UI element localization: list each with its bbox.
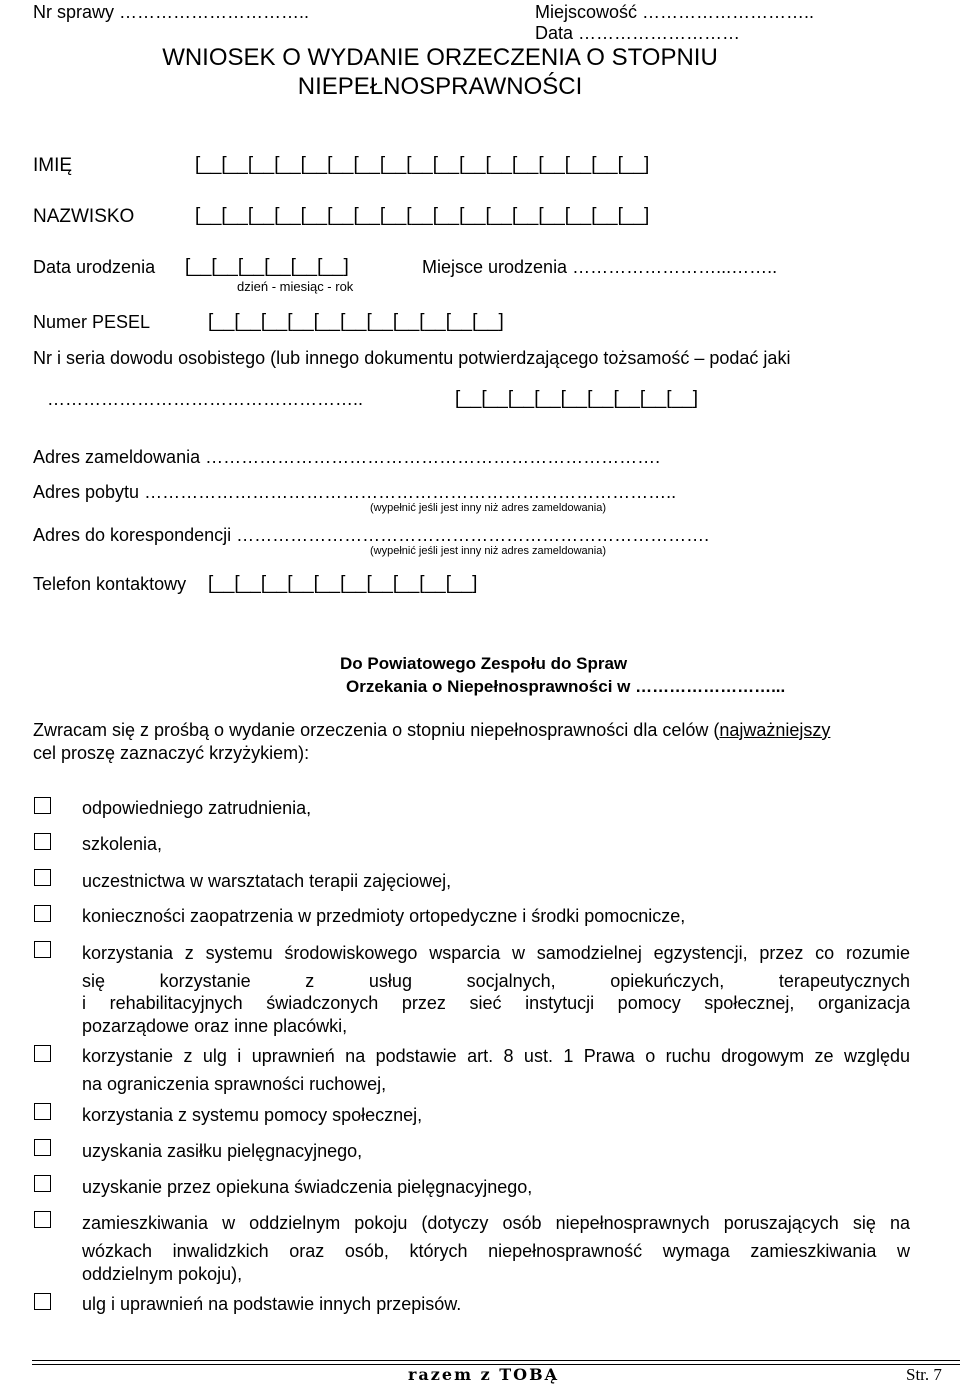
option-checkbox-11[interactable] [34, 1293, 51, 1310]
addressee-line1: Do Powiatowego Zespołu do Spraw [340, 654, 628, 673]
date-field[interactable]: Data ……………………… [535, 23, 741, 43]
place-field[interactable]: Miejscowość ……………………….. [535, 2, 815, 22]
option-label-8: uzyskania zasiłku pielęgnacyjnego, [82, 1141, 363, 1161]
pesel-input[interactable]: [__[__[__[__[__[__[__[__[__[__[__] [208, 311, 504, 332]
option-label-10-line1: zamieszkiwania w oddzielnym pokoju (dotyczy osób niepełnosprawnych poruszających się na [82, 1213, 910, 1233]
correspondence-address-field[interactable]: Adres do korespondencji ……………………………………………………………………. [33, 525, 710, 545]
option-label-5-line4: pozarządowe oraz inne placówki, [82, 1016, 348, 1036]
phone-input[interactable]: [__[__[__[__[__[__[__[__[__[__] [208, 573, 478, 594]
id-document-type-field[interactable]: …………………………………………….. [47, 389, 364, 409]
form-title-line2: NIEPEŁNOSPRAWNOŚCI [297, 73, 583, 100]
case-number[interactable]: Nr sprawy ………………………….. [33, 2, 310, 22]
option-label-10-line2: wózkach inwalidzkich oraz osób, których niepełnosprawność wymaga zamieszkiwania w [82, 1241, 910, 1261]
option-label-2: szkolenia, [82, 834, 163, 854]
option-label-7: korzystania z systemu pomocy społecznej, [82, 1105, 423, 1125]
first-name-input[interactable]: [__[__[__[__[__[__[__[__[__[__[__[__[__[__[__[__[__] [195, 154, 650, 175]
option-label-1: odpowiedniego zatrudnienia, [82, 798, 312, 818]
option-label-11: ulg i uprawnień na podstawie innych przepisów. [82, 1294, 462, 1314]
footer-brand: razem z TOBĄ [408, 1365, 559, 1384]
option-label-3: uczestnictwa w warsztatach terapii zajęciowej, [82, 871, 452, 891]
option-checkbox-4[interactable] [34, 905, 51, 922]
residence-address-field[interactable]: Adres pobytu …………………………………………………………………………….. [33, 482, 677, 502]
option-checkbox-6[interactable] [34, 1045, 51, 1062]
request-text-a: Zwracam się z prośbą o wydanie orzeczenia o stopniu niepełnosprawności dla celów ( [33, 720, 720, 740]
option-label-5-line2: się korzystanie z usług socjalnych, opiekuńczych, terapeutycznych [82, 971, 910, 991]
correspondence-address-hint: (wypełnić jeśli jest inny niż adres zameldowania) [370, 545, 606, 557]
option-checkbox-2[interactable] [34, 833, 51, 850]
registered-address-field[interactable]: Adres zameldowania …………………………………………………………………. [33, 447, 661, 467]
request-text-line2: cel proszę zaznaczyć krzyżykiem): [33, 743, 310, 763]
request-text-line1 [33, 721, 830, 739]
dob-input[interactable]: [__[__[__[__[__[__] [185, 256, 349, 277]
option-checkbox-10[interactable] [34, 1211, 51, 1228]
option-label-5-line3: i rehabilitacyjnych świadczonych przez sieć instytucji pomocy społecznej, organizacja [82, 993, 910, 1013]
birthplace-field[interactable]: Miejsce urodzenia ……………………...…….. [422, 257, 778, 277]
option-checkbox-9[interactable] [34, 1175, 51, 1192]
last-name-label: NAZWISKO [33, 206, 135, 227]
option-checkbox-1[interactable] [34, 797, 51, 814]
dob-label: Data urodzenia [33, 257, 156, 277]
phone-label: Telefon kontaktowy [33, 574, 187, 594]
last-name-input[interactable]: [__[__[__[__[__[__[__[__[__[__[__[__[__[__[__[__[__] [195, 205, 650, 226]
option-checkbox-3[interactable] [34, 869, 51, 886]
form-title-line1: WNIOSEK O WYDANIE ORZECZENIA O STOPNIU [162, 44, 718, 71]
addressee-line2[interactable]: Orzekania o Niepełnosprawności w ……………………... [346, 677, 786, 696]
dob-hint: dzień - miesiąc - rok [237, 279, 354, 294]
id-document-number-input[interactable]: [__[__[__[__[__[__[__[__[__] [455, 388, 698, 409]
id-document-label: Nr i seria dowodu osobistego (lub innego dokumentu potwierdzającego tożsamość – podać jaki [33, 348, 791, 368]
footer-rule [32, 1360, 960, 1361]
option-label-10-line3: oddzielnym pokoju), [82, 1264, 243, 1284]
pesel-label: Numer PESEL [33, 312, 151, 332]
page-number: Str. 7 [906, 1365, 942, 1384]
option-checkbox-5[interactable] [34, 941, 51, 958]
option-checkbox-7[interactable] [34, 1103, 51, 1120]
first-name-label: IMIĘ [33, 155, 73, 176]
option-label-9: uzyskanie przez opiekuna świadczenia pielęgnacyjnego, [82, 1177, 533, 1197]
option-label-4: konieczności zaopatrzenia w przedmioty ortopedyczne i środki pomocnicze, [82, 906, 686, 926]
option-label-6-line1: korzystanie z ulg i uprawnień na podstawie art. 8 ust. 1 Prawa o ruchu drogowym ze względu [82, 1046, 910, 1066]
request-text-emphasis: najważniejszy [719, 720, 831, 740]
option-checkbox-8[interactable] [34, 1139, 51, 1156]
residence-address-hint: (wypełnić jeśli jest inny niż adres zameldowania) [370, 502, 606, 514]
option-label-5-line1: korzystania z systemu środowiskowego wsparcia w samodzielnej egzystencji, przez co rozumie [82, 943, 910, 963]
option-label-6-line2: na ograniczenia sprawności ruchowej, [82, 1074, 387, 1094]
